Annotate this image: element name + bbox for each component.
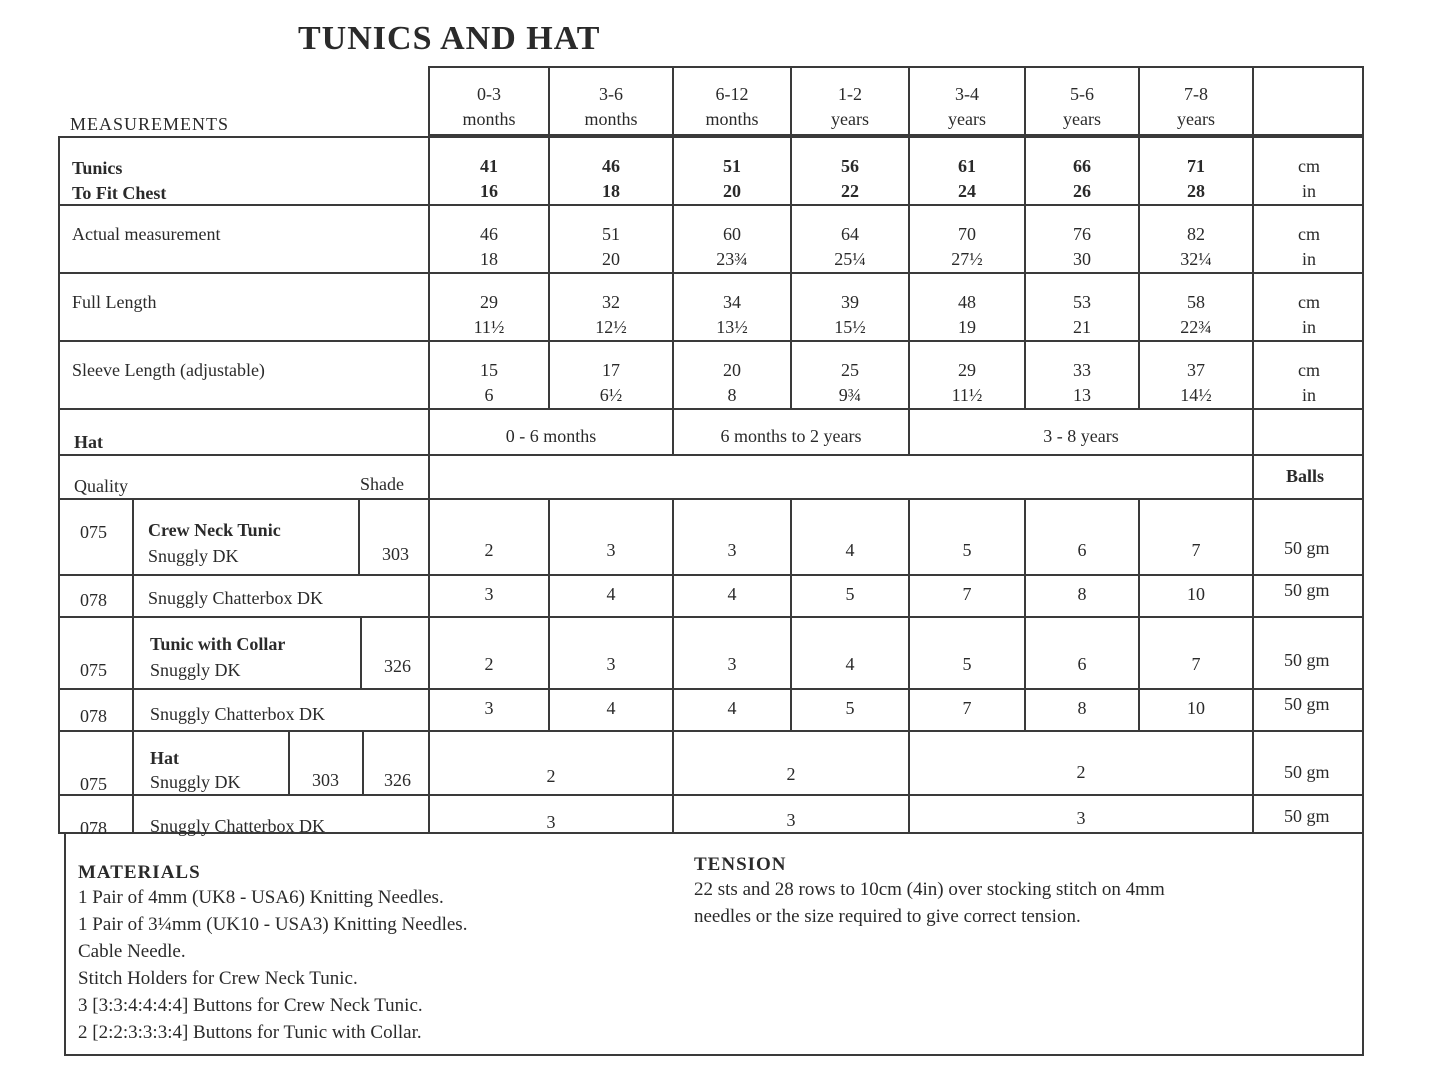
- ball-count: 5: [845, 584, 855, 604]
- measurement-label-line: Sleeve Length (adjustable): [72, 360, 265, 380]
- measurement-value: [910, 154, 1024, 204]
- yarn-name: Snuggly DK: [150, 772, 241, 792]
- unit-in: in: [1301, 181, 1316, 201]
- row-divider: [58, 688, 1364, 690]
- hat-size: 3 - 8 years: [1043, 426, 1119, 446]
- quality-code: 075: [80, 660, 107, 680]
- ball-count: 6: [1077, 540, 1087, 560]
- ball-count: 5: [962, 540, 972, 560]
- value-cm: 70: [958, 224, 976, 244]
- hat-balls: 3: [1076, 808, 1086, 828]
- ball-count: 3: [484, 584, 494, 604]
- ball-count: 2: [484, 654, 494, 674]
- ball-count: 8: [1077, 584, 1087, 604]
- row-divider: [58, 272, 1364, 274]
- value-cm: 64: [841, 224, 859, 244]
- unit-in: in: [1301, 317, 1316, 337]
- shade-code: 326: [384, 656, 411, 676]
- ball-count: 3: [606, 654, 616, 674]
- balls-header: Balls: [1286, 466, 1325, 486]
- column-divider: [132, 498, 134, 834]
- row-divider: [58, 204, 1364, 206]
- value-cm: 46: [602, 156, 620, 176]
- value-cm: 60: [723, 224, 741, 244]
- measurement-value: [674, 290, 790, 340]
- value-cm: 37: [1187, 360, 1205, 380]
- yarn-name: Snuggly Chatterbox DK: [150, 816, 325, 836]
- value-in: 15½: [834, 317, 866, 337]
- value-in: 9¾: [838, 385, 862, 405]
- size-header: 0-3 months: [462, 84, 516, 129]
- shade-code: 326: [384, 770, 411, 790]
- row-divider: [58, 340, 1364, 342]
- value-cm: 53: [1073, 292, 1091, 312]
- value-in: 12½: [595, 317, 627, 337]
- value-cm: 17: [602, 360, 620, 380]
- value-in: 14½: [1180, 385, 1212, 405]
- hat-balls: 3: [786, 810, 796, 830]
- value-in: 30: [1073, 249, 1091, 269]
- column-divider: [362, 730, 364, 794]
- measurement-value: [1026, 358, 1138, 408]
- value-in: 19: [958, 317, 976, 337]
- value-cm: 58: [1187, 292, 1205, 312]
- column-divider: [358, 498, 360, 574]
- size-header: 3-4 years: [948, 84, 986, 129]
- ball-count: 8: [1077, 698, 1087, 718]
- measurement-value: [1026, 154, 1138, 204]
- value-cm: 51: [723, 156, 741, 176]
- size-header: 5-6 years: [1063, 84, 1101, 129]
- measurement-value: [792, 222, 908, 272]
- row-divider: [58, 408, 1364, 410]
- size-header: 6-12 months: [705, 84, 759, 129]
- value-in: 13½: [716, 317, 748, 337]
- size-header: 7-8 years: [1177, 84, 1215, 129]
- measurement-label: [72, 156, 166, 206]
- garment-name: Hat: [150, 748, 179, 768]
- measurement-value: [792, 358, 908, 408]
- value-cm: 51: [602, 224, 620, 244]
- hat-label: Hat: [74, 432, 103, 452]
- value-cm: 48: [958, 292, 976, 312]
- materials-heading: MATERIALS: [78, 862, 201, 883]
- materials-list: [78, 884, 467, 1046]
- measurement-value: [910, 222, 1024, 272]
- ball-count: 2: [484, 540, 494, 560]
- value-in: 8: [727, 385, 737, 405]
- yarn-name: Snuggly Chatterbox DK: [148, 588, 323, 608]
- tension-text: [694, 876, 1165, 930]
- unit-in: in: [1301, 385, 1316, 405]
- value-cm: 71: [1187, 156, 1205, 176]
- value-in: 20: [723, 181, 741, 201]
- value-in: 18: [602, 181, 620, 201]
- ball-count: 6: [1077, 654, 1087, 674]
- measurement-value: [550, 290, 672, 340]
- quality-code: 075: [80, 774, 107, 794]
- hat-balls: 3: [546, 812, 556, 832]
- value-cm: 76: [1073, 224, 1091, 244]
- measurement-value: [792, 154, 908, 204]
- yarn-name: Snuggly DK: [148, 546, 239, 566]
- hat-size: 6 months to 2 years: [720, 426, 862, 446]
- value-cm: 29: [958, 360, 976, 380]
- ball-count: 4: [606, 698, 616, 718]
- ball-count: 4: [727, 698, 737, 718]
- measurement-value: [792, 290, 908, 340]
- quality-code: 078: [80, 818, 107, 838]
- column-divider: [360, 616, 362, 688]
- row-divider: [58, 454, 1364, 456]
- measurement-label-line: To Fit Chest: [72, 183, 167, 203]
- value-in: 16: [480, 181, 498, 201]
- hat-balls: 2: [546, 766, 556, 786]
- page-title: TUNICS AND HAT: [298, 20, 601, 57]
- balls-weight: 50 gm: [1284, 694, 1330, 714]
- measurement-value: [1140, 358, 1252, 408]
- measurement-value: [550, 222, 672, 272]
- measurement-value: [674, 222, 790, 272]
- measurement-label: [72, 358, 265, 383]
- materials-line: 1 Pair of 4mm (UK8 - USA6) Knitting Needles.: [78, 887, 444, 908]
- value-in: 25¼: [834, 249, 866, 269]
- shade-code: 303: [382, 544, 409, 564]
- measurement-value: [1140, 154, 1252, 204]
- measurement-value: [430, 358, 548, 408]
- value-in: 26: [1073, 181, 1091, 201]
- measurement-value: [910, 290, 1024, 340]
- unit-cm: cm: [1298, 292, 1320, 312]
- row-divider: [58, 574, 1364, 576]
- measurement-label-line: Full Length: [72, 292, 157, 312]
- measurement-value: [1026, 290, 1138, 340]
- ball-count: 7: [1191, 540, 1201, 560]
- tension-heading: TENSION: [694, 854, 787, 875]
- value-in: 22: [841, 181, 859, 201]
- quality-code: 078: [80, 706, 107, 726]
- value-cm: 33: [1073, 360, 1091, 380]
- measurement-value: [1140, 222, 1252, 272]
- row-divider: [58, 794, 1364, 796]
- value-in: 6: [484, 385, 494, 405]
- hat-size: 0 - 6 months: [505, 426, 597, 446]
- row-divider: [58, 730, 1364, 732]
- garment-name: Crew Neck Tunic: [148, 520, 281, 540]
- value-cm: 20: [723, 360, 741, 380]
- measurement-value: [674, 358, 790, 408]
- value-cm: 29: [480, 292, 498, 312]
- ball-count: 5: [845, 698, 855, 718]
- measurement-value: [1026, 222, 1138, 272]
- measurements-label: MEASUREMENTS: [70, 114, 230, 134]
- measurement-value: [430, 222, 548, 272]
- value-in: 27½: [951, 249, 983, 269]
- materials-line: 3 [3:3:4:4:4:4] Buttons for Crew Neck Tunic.: [78, 995, 423, 1016]
- balls-weight: 50 gm: [1284, 650, 1330, 670]
- ball-count: 4: [606, 584, 616, 604]
- value-in: 24: [958, 181, 976, 201]
- materials-line: 1 Pair of 3¼mm (UK10 - USA3) Knitting Needles.: [78, 914, 468, 935]
- row-divider: [58, 498, 1364, 500]
- garment-name: Tunic with Collar: [150, 634, 286, 654]
- size-chart: [58, 66, 1364, 1056]
- value-in: 13: [1073, 385, 1091, 405]
- ball-count: 4: [845, 654, 855, 674]
- value-in: 22¾: [1180, 317, 1212, 337]
- value-in: 28: [1187, 181, 1205, 201]
- unit-cell: [1254, 290, 1364, 340]
- ball-count: 4: [845, 540, 855, 560]
- materials-line: Cable Needle.: [78, 941, 186, 962]
- unit-cm: cm: [1298, 360, 1320, 380]
- value-in: 20: [602, 249, 620, 269]
- value-in: 18: [480, 249, 498, 269]
- tension-line: needles or the size required to give correct tension.: [694, 906, 1081, 927]
- row-divider: [58, 616, 1364, 618]
- value-cm: 46: [480, 224, 498, 244]
- unit-cell: [1254, 358, 1364, 408]
- unit-cm: cm: [1298, 156, 1320, 176]
- ball-count: 7: [1191, 654, 1201, 674]
- yarn-name: Snuggly Chatterbox DK: [150, 704, 325, 724]
- ball-count: 10: [1187, 584, 1205, 604]
- value-cm: 32: [602, 292, 620, 312]
- value-in: 32¼: [1180, 249, 1212, 269]
- measurement-value: [1140, 290, 1252, 340]
- measurement-value: [550, 154, 672, 204]
- ball-count: 3: [484, 698, 494, 718]
- hat-balls: 2: [1076, 762, 1086, 782]
- ball-count: 5: [962, 654, 972, 674]
- ball-count: 3: [727, 540, 737, 560]
- value-cm: 61: [958, 156, 976, 176]
- value-cm: 15: [480, 360, 498, 380]
- size-header: 3-6 months: [584, 84, 638, 129]
- measurement-label-line: Actual measurement: [72, 224, 221, 244]
- ball-count: 3: [727, 654, 737, 674]
- unit-cell: [1254, 154, 1364, 204]
- ball-count: 10: [1187, 698, 1205, 718]
- unit-cm: cm: [1298, 224, 1320, 244]
- measurement-value: [674, 154, 790, 204]
- shade-header: Shade: [360, 474, 404, 494]
- value-cm: 82: [1187, 224, 1205, 244]
- value-in: 11½: [951, 385, 983, 405]
- quality-header: Quality: [74, 476, 128, 496]
- ball-count: 7: [962, 584, 972, 604]
- balls-weight: 50 gm: [1284, 580, 1330, 600]
- measurement-label-line: Tunics: [72, 158, 123, 178]
- shade-code: 303: [312, 770, 339, 790]
- value-cm: 56: [841, 156, 859, 176]
- balls-weight: 50 gm: [1284, 538, 1330, 558]
- measurement-value: [430, 154, 548, 204]
- ball-count: 7: [962, 698, 972, 718]
- value-in: 23¾: [716, 249, 748, 269]
- hat-balls: 2: [786, 764, 796, 784]
- quality-code: 075: [80, 522, 107, 542]
- materials-line: 2 [2:2:3:3:3:4] Buttons for Tunic with Collar.: [78, 1022, 422, 1043]
- value-cm: 66: [1073, 156, 1091, 176]
- yarn-name: Snuggly DK: [150, 660, 241, 680]
- measurement-label: [72, 222, 220, 247]
- unit-cell: [1254, 222, 1364, 272]
- ball-count: 4: [727, 584, 737, 604]
- size-header: 1-2 years: [831, 84, 869, 129]
- value-cm: 34: [723, 292, 741, 312]
- measurement-value: [910, 358, 1024, 408]
- measurement-value: [550, 358, 672, 408]
- value-in: 21: [1073, 317, 1091, 337]
- value-cm: 41: [480, 156, 498, 176]
- quality-code: 078: [80, 590, 107, 610]
- value-in: 6½: [599, 385, 623, 405]
- ball-count: 3: [606, 540, 616, 560]
- value-cm: 25: [841, 360, 859, 380]
- materials-line: Stitch Holders for Crew Neck Tunic.: [78, 968, 358, 989]
- value-cm: 39: [841, 292, 859, 312]
- value-in: 11½: [473, 317, 505, 337]
- measurement-label: [72, 290, 157, 315]
- unit-in: in: [1301, 249, 1316, 269]
- measurement-value: [430, 290, 548, 340]
- balls-weight: 50 gm: [1284, 762, 1330, 782]
- tension-line: 22 sts and 28 rows to 10cm (4in) over stocking stitch on 4mm: [694, 879, 1165, 900]
- column-divider: [288, 730, 290, 794]
- balls-weight: 50 gm: [1284, 806, 1330, 826]
